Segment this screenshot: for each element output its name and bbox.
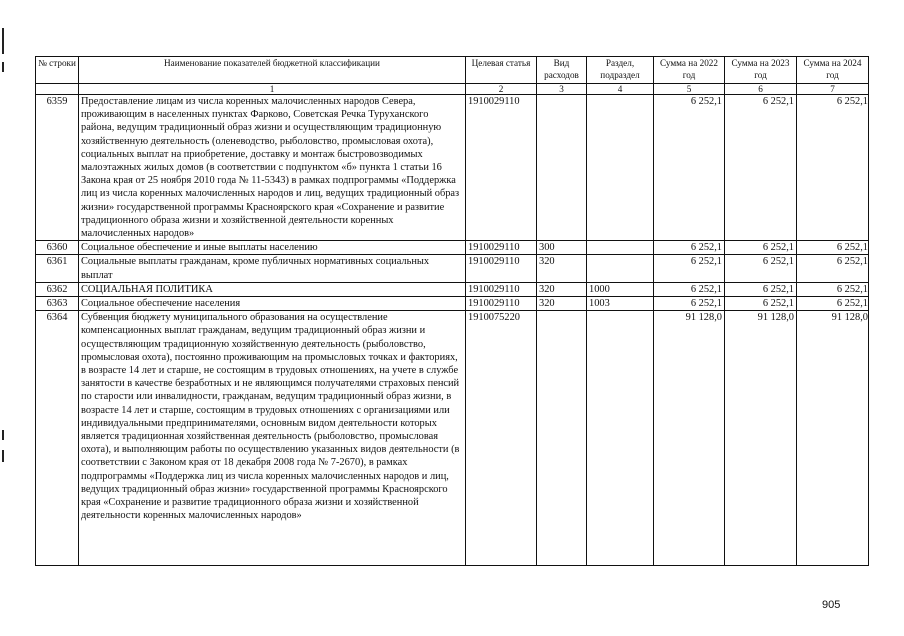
row-expense-type: 320 xyxy=(537,282,587,296)
row-name: Социальные выплаты гражданам, кроме публичных нормативных социальных выплат xyxy=(79,255,466,282)
header-sum-2024: Сумма на 2024 год xyxy=(797,57,869,84)
page-number: 905 xyxy=(822,599,841,611)
row-number: 6360 xyxy=(36,241,79,255)
row-sum-2023: 91 128,0 xyxy=(725,311,797,566)
row-expense-type xyxy=(537,311,587,566)
row-sum-2024: 91 128,0 xyxy=(797,311,869,566)
row-sum-2022: 6 252,1 xyxy=(654,241,725,255)
row-sum-2024: 6 252,1 xyxy=(797,95,869,241)
row-sum-2022: 6 252,1 xyxy=(654,282,725,296)
table-row xyxy=(36,95,869,241)
row-sum-2023: 6 252,1 xyxy=(725,255,797,282)
row-name: Социальное обеспечение населения xyxy=(79,297,466,311)
row-target: 1910029110 xyxy=(466,282,537,296)
row-target: 1910029110 xyxy=(466,95,537,241)
row-name: СОЦИАЛЬНАЯ ПОЛИТИКА xyxy=(79,282,466,296)
column-number: 4 xyxy=(587,84,654,95)
scan-edge-mark xyxy=(2,450,4,462)
scan-edge-mark xyxy=(2,62,4,72)
table-row xyxy=(36,282,869,296)
table-row xyxy=(36,255,869,282)
header-expense-type: Вид расходов xyxy=(537,57,587,84)
header-section: Раздел, подраздел xyxy=(587,57,654,84)
row-expense-type: 320 xyxy=(537,297,587,311)
row-target: 1910075220 xyxy=(466,311,537,566)
scan-edge-mark xyxy=(2,430,4,440)
scan-edge-mark xyxy=(2,28,4,54)
row-sum-2023: 6 252,1 xyxy=(725,297,797,311)
table-header-row xyxy=(36,57,869,84)
column-number: 1 xyxy=(79,84,466,95)
row-target: 1910029110 xyxy=(466,297,537,311)
row-sum-2023: 6 252,1 xyxy=(725,95,797,241)
row-target: 1910029110 xyxy=(466,255,537,282)
table-row xyxy=(36,311,869,566)
row-expense-type xyxy=(537,95,587,241)
row-sum-2022: 6 252,1 xyxy=(654,95,725,241)
row-section xyxy=(587,311,654,566)
row-section: 1003 xyxy=(587,297,654,311)
column-number: 5 xyxy=(654,84,725,95)
row-sum-2024: 6 252,1 xyxy=(797,241,869,255)
row-name: Предоставление лицам из числа коренных малочисленных народов Севера, проживающим в населенных пунктах Фарково, Советская Речка Туруханского района, ведущим традиционный образ жизни и осуществляющим традиционную хозяйственную деятельность (оленеводство, рыболовство, промысловая охота), социальных выплат на приобретение, доставку и монтаж быстровозводимых малоэтажных жилых домов (в соответствии с подпунктом «б» пункта 1 статьи 16 Закона края от 25 ноября 2010 года № 11-5343) в рамках подпрограммы «Поддержка лиц из числа коренных малочисленных народов и лиц, ведущих традиционный образ жизни» государственной программы Красноярского края «Сохранение и развитие традиционного образа жизни и хозяйственной деятельности коренных малочисленных народов» xyxy=(79,95,466,241)
row-section xyxy=(587,255,654,282)
row-sum-2023: 6 252,1 xyxy=(725,282,797,296)
row-section: 1000 xyxy=(587,282,654,296)
row-name: Субвенция бюджету муниципального образования на осуществление компенсационных выплат гражданам, ведущим традиционный образ жизни и осуществляющим традиционную хозяйственную деятельность (рыболовство, промысловая охота), постоянно проживающим на промысловых точках и факториях, в возрасте 14 лет и старше, не состоящим в трудовых отношениях, на учете в службе занятости в качестве безработных и не являющимся получателями страховых пенсий по старости или инвалидности, гражданам, ведущим традиционный образ жизни, в возрасте 14 лет и старше, состоящим в трудовых отношениях с организациями или индивидуальными предпринимателями, основным видом деятельности которых является традиционная хозяйственная деятельность (рыболовство, промысловая охота), и выполняющим работы по осуществлению указанных видов деятельности (в соответствии с Законом края от 18 декабря 2008 года № 7-2670), в рамках подпрограммы «Поддержка лиц из числа коренных малочисленных народов и лиц, ведущих традиционный образ жизни» государственной программы Красноярского края «Сохранение и развитие традиционного образа жизни и хозяйственной деятельности коренных малочисленных народов» xyxy=(79,311,466,566)
row-target: 1910029110 xyxy=(466,241,537,255)
row-section xyxy=(587,241,654,255)
row-sum-2023: 6 252,1 xyxy=(725,241,797,255)
column-number-row xyxy=(36,84,869,95)
header-sum-2023: Сумма на 2023 год xyxy=(725,57,797,84)
row-name: Социальное обеспечение и иные выплаты населению xyxy=(79,241,466,255)
table-row xyxy=(36,241,869,255)
row-sum-2022: 6 252,1 xyxy=(654,255,725,282)
table-row xyxy=(36,297,869,311)
row-number: 6363 xyxy=(36,297,79,311)
row-sum-2022: 6 252,1 xyxy=(654,297,725,311)
row-expense-type: 300 xyxy=(537,241,587,255)
header-name: Наименование показателей бюджетной классификации xyxy=(79,57,466,84)
column-number xyxy=(36,84,79,95)
row-number: 6361 xyxy=(36,255,79,282)
header-sum-2022: Сумма на 2022 год xyxy=(654,57,725,84)
row-number: 6359 xyxy=(36,95,79,241)
column-number: 6 xyxy=(725,84,797,95)
header-target: Целевая статья xyxy=(466,57,537,84)
budget-table xyxy=(35,56,869,566)
row-number: 6364 xyxy=(36,311,79,566)
row-sum-2022: 91 128,0 xyxy=(654,311,725,566)
row-sum-2024: 6 252,1 xyxy=(797,282,869,296)
row-expense-type: 320 xyxy=(537,255,587,282)
header-row-number: № строки xyxy=(36,57,79,84)
column-number: 3 xyxy=(537,84,587,95)
column-number: 7 xyxy=(797,84,869,95)
row-sum-2024: 6 252,1 xyxy=(797,297,869,311)
row-sum-2024: 6 252,1 xyxy=(797,255,869,282)
column-number: 2 xyxy=(466,84,537,95)
row-section xyxy=(587,95,654,241)
row-number: 6362 xyxy=(36,282,79,296)
